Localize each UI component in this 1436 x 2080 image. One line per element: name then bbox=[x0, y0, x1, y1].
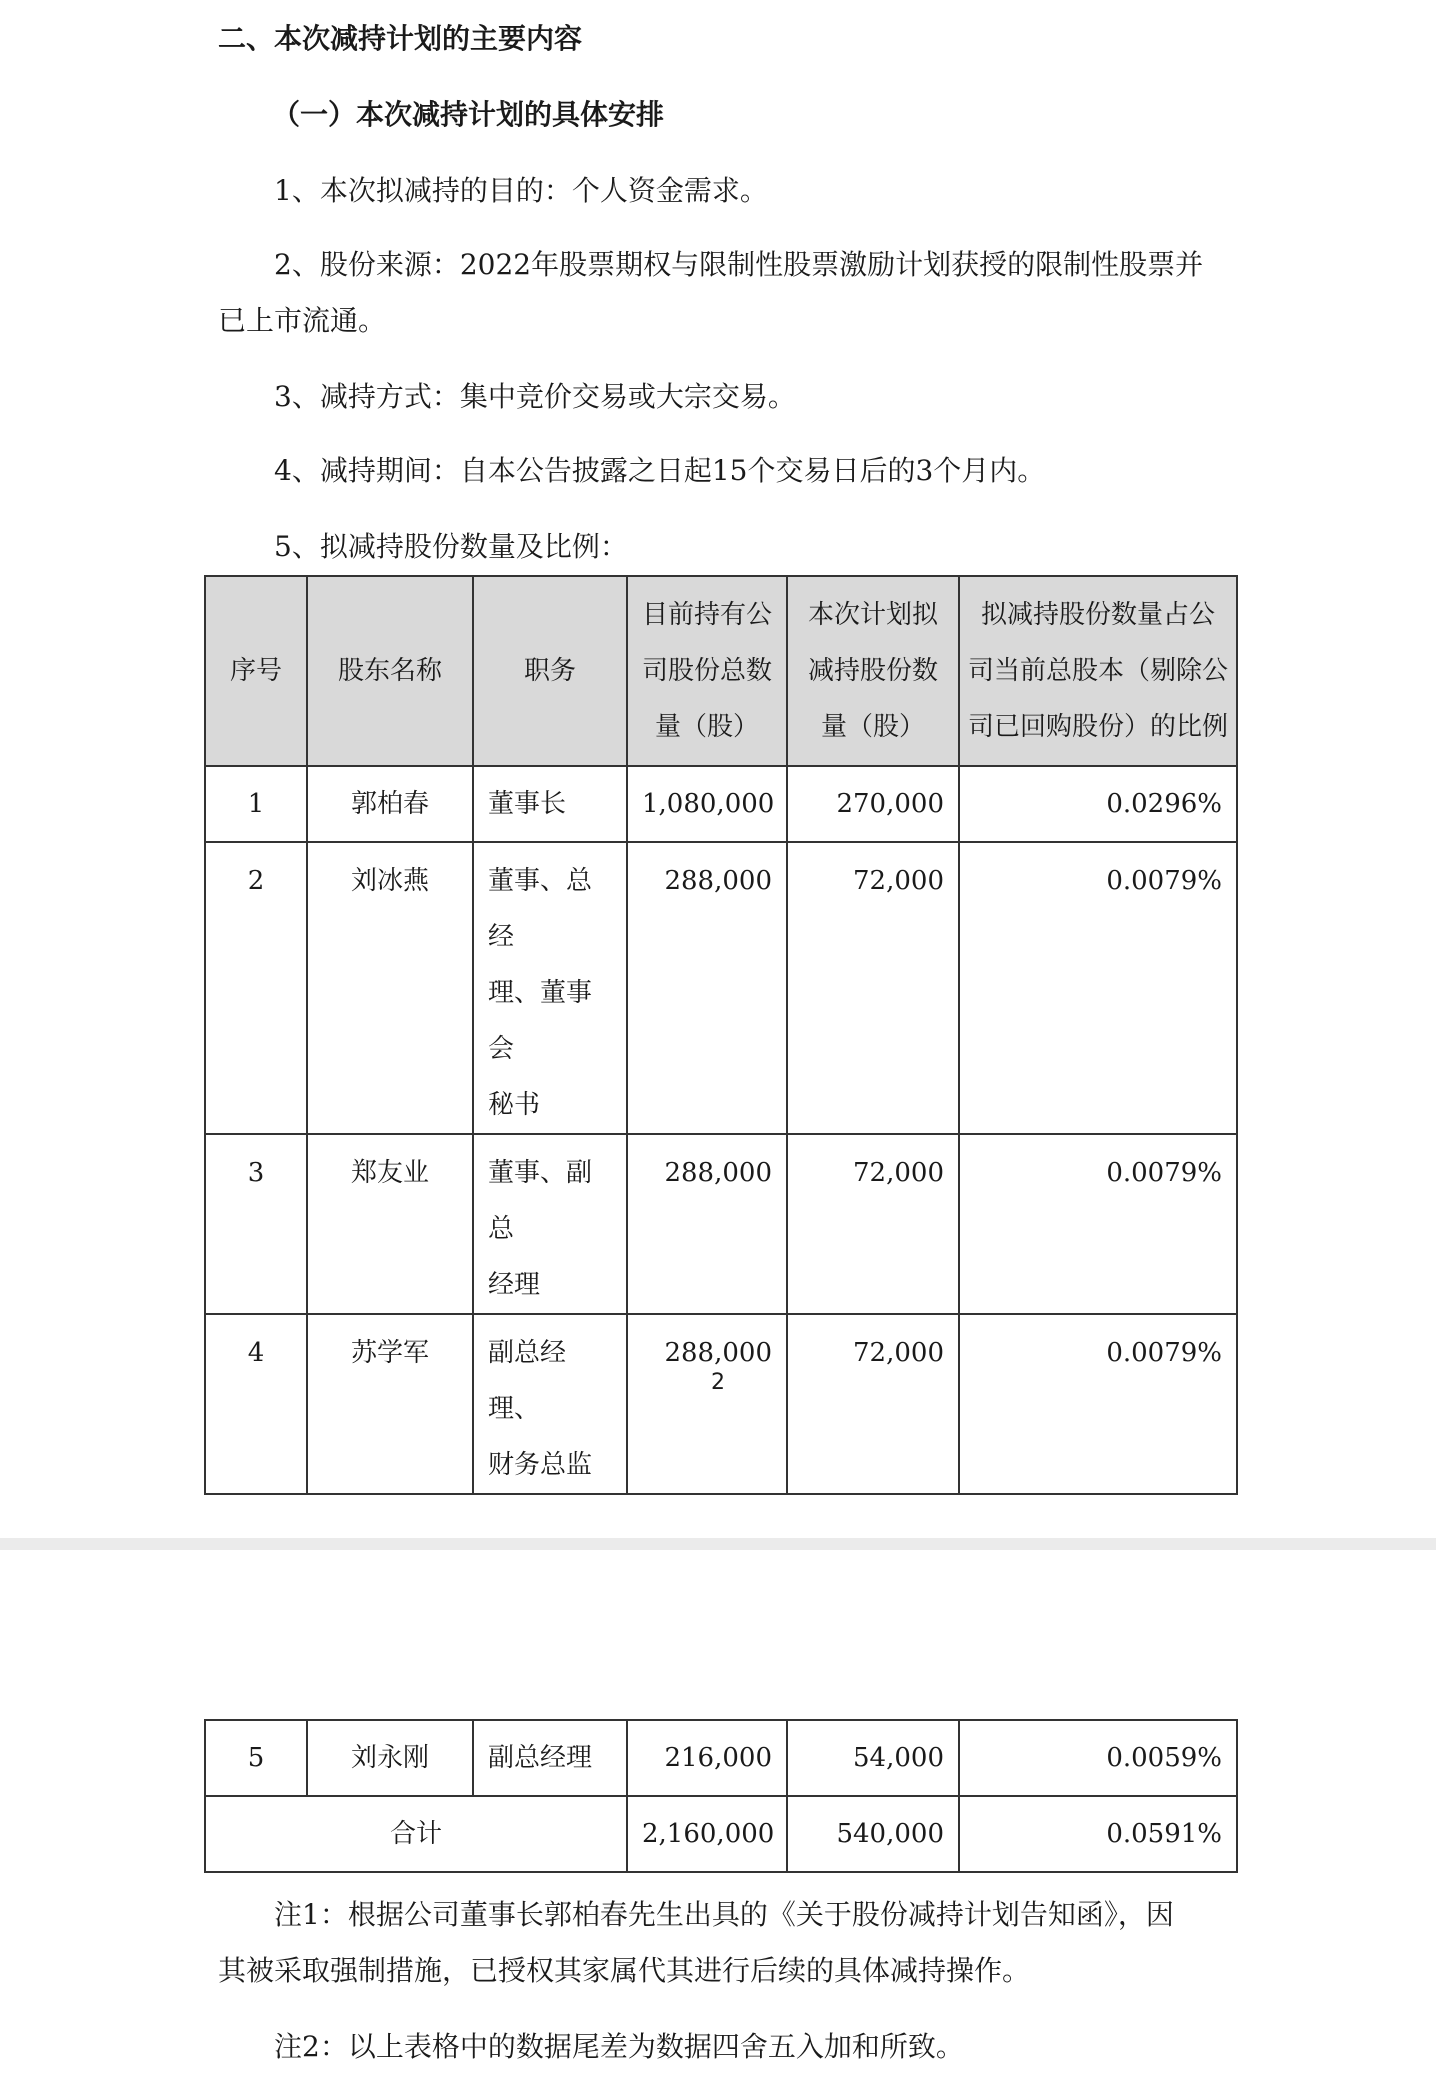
header-seq: 序号 bbox=[205, 576, 307, 766]
header-planned: 本次计划拟 减持股份数 量（股） bbox=[787, 576, 959, 766]
total-ratio: 0.0591% bbox=[959, 1796, 1237, 1872]
header-current: 目前持有公 司股份总数 量（股） bbox=[627, 576, 787, 766]
table-row: 2 刘冰燕 董事、总经 理、董事会 秘书 288,000 72,000 0.0079% bbox=[205, 842, 1237, 1134]
page-number: 2 bbox=[711, 1370, 725, 1395]
subsection-title: （一）本次减持计划的具体安排 bbox=[272, 98, 665, 131]
item-purpose: 1、本次拟减持的目的：个人资金需求。 bbox=[274, 174, 768, 207]
note-1-line2: 其被采取强制措施，已授权其家属代其进行后续的具体减持操作。 bbox=[218, 1954, 1031, 1987]
item-period: 4、减持期间：自本公告披露之日起15个交易日后的3个月内。 bbox=[274, 454, 1046, 487]
section-title: 二、本次减持计划的主要内容 bbox=[218, 22, 583, 55]
header-ratio: 拟减持股份数量占公 司当前总股本（剔除公 司已回购股份）的比例 bbox=[959, 576, 1237, 766]
table-row: 3 郑友业 董事、副总 经理 288,000 72,000 0.0079% bbox=[205, 1134, 1237, 1314]
item-source-line2: 已上市流通。 bbox=[218, 304, 387, 337]
page-separator bbox=[0, 1538, 1436, 1550]
table-header-row bbox=[205, 576, 1237, 766]
note-2: 注2：以上表格中的数据尾差为数据四舍五入加和所致。 bbox=[274, 2030, 964, 2063]
table-row: 1 郭柏春 董事长 1,080,000 270,000 0.0296% bbox=[205, 766, 1237, 842]
header-role: 职务 bbox=[473, 576, 627, 766]
total-planned: 540,000 bbox=[787, 1796, 959, 1872]
document-page-2 bbox=[0, 1550, 1436, 2080]
reduction-table bbox=[204, 575, 1238, 1495]
total-current: 2,160,000 bbox=[627, 1796, 787, 1872]
total-label: 合计 bbox=[205, 1796, 627, 1872]
role-cell: 董事、副总 经理 bbox=[473, 1134, 627, 1314]
item-source-line1: 2、股份来源：2022年股票期权与限制性股票激励计划获授的限制性股票并 bbox=[274, 248, 1204, 281]
item-quantity: 5、拟减持股份数量及比例： bbox=[274, 530, 628, 563]
reduction-table-continued bbox=[204, 1719, 1238, 1873]
role-cell: 董事、总经 理、董事会 秘书 bbox=[473, 842, 627, 1134]
role-cell: 副总经理、 财务总监 bbox=[473, 1314, 627, 1494]
note-1-line1: 注1：根据公司董事长郭柏春先生出具的《关于股份减持计划告知函》，因 bbox=[274, 1898, 1174, 1931]
table-total-row bbox=[205, 1796, 1237, 1872]
header-name: 股东名称 bbox=[307, 576, 473, 766]
table-row: 5 刘永刚 副总经理 216,000 54,000 0.0059% bbox=[205, 1720, 1237, 1796]
table-row: 4 苏学军 副总经理、 财务总监 288,000 72,000 0.0079% bbox=[205, 1314, 1237, 1494]
item-method: 3、减持方式：集中竞价交易或大宗交易。 bbox=[274, 380, 796, 413]
